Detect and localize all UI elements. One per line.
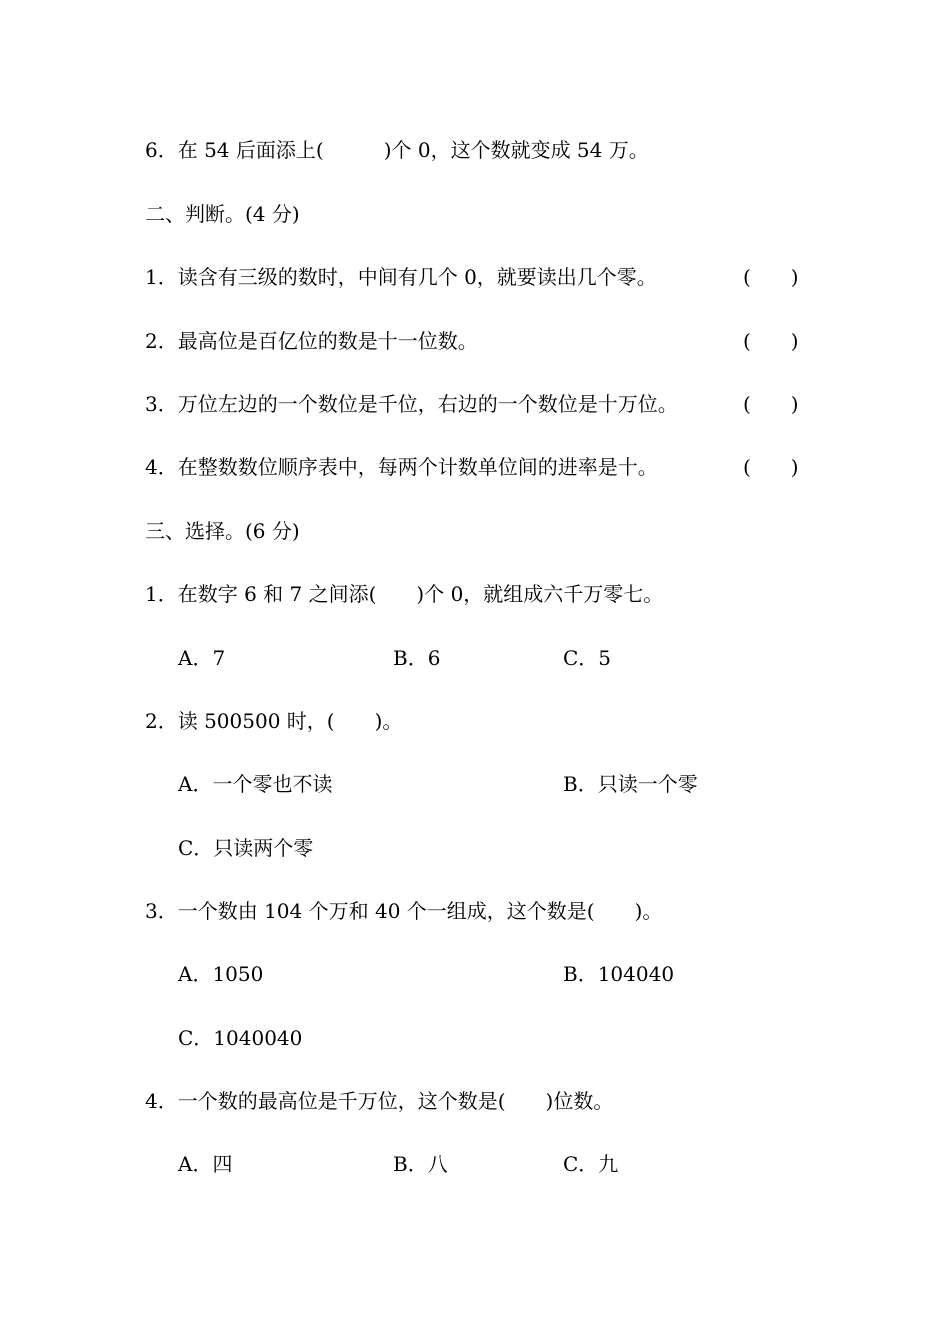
judge-answer-blank-2[interactable]: ( ) — [743, 329, 799, 353]
section-heading-judge: 二、判断。(4 分) — [145, 202, 300, 226]
choice-3-option-a[interactable]: A．1050 — [178, 962, 264, 986]
choice-1-option-c[interactable]: C．5 — [563, 646, 612, 670]
choice-question-3: 3．一个数由 104 个万和 40 个一组成，这个数是( )。 — [145, 899, 663, 923]
judge-question-2: 2．最高位是百亿位的数是十一位数。 — [145, 329, 478, 353]
judge-answer-blank-4[interactable]: ( ) — [743, 455, 799, 479]
choice-3-option-c[interactable]: C．1040040 — [178, 1026, 303, 1050]
choice-4-option-a[interactable]: A．四 — [178, 1152, 233, 1176]
choice-question-4: 4．一个数的最高位是千万位，这个数是( )位数。 — [145, 1089, 614, 1113]
choice-2-option-a[interactable]: A．一个零也不读 — [178, 772, 333, 796]
judge-answer-blank-3[interactable]: ( ) — [743, 392, 799, 416]
choice-question-1: 1．在数字 6 和 7 之间添( )个 0，就组成六千万零七。 — [145, 582, 664, 606]
judge-answer-blank-1[interactable]: ( ) — [743, 265, 799, 289]
choice-1-option-b[interactable]: B．6 — [393, 646, 441, 670]
choice-4-option-c[interactable]: C．九 — [563, 1152, 619, 1176]
section-heading-choice: 三、选择。(6 分) — [145, 519, 300, 543]
judge-question-1: 1．读含有三级的数时，中间有几个 0，就要读出几个零。 — [145, 265, 657, 289]
fill-blank-question-6: 6．在 54 后面添上( )个 0，这个数就变成 54 万。 — [145, 138, 649, 162]
choice-4-option-b[interactable]: B．八 — [393, 1152, 448, 1176]
choice-question-2: 2．读 500500 时，( )。 — [145, 709, 403, 733]
choice-3-option-b[interactable]: B．104040 — [563, 962, 675, 986]
judge-question-4: 4．在整数数位顺序表中，每两个计数单位间的进率是十。 — [145, 455, 658, 479]
choice-2-option-b[interactable]: B．只读一个零 — [563, 772, 698, 796]
judge-question-3: 3．万位左边的一个数位是千位，右边的一个数位是十万位。 — [145, 392, 678, 416]
choice-2-option-c[interactable]: C．只读两个零 — [178, 836, 314, 860]
choice-1-option-a[interactable]: A．7 — [178, 646, 226, 670]
